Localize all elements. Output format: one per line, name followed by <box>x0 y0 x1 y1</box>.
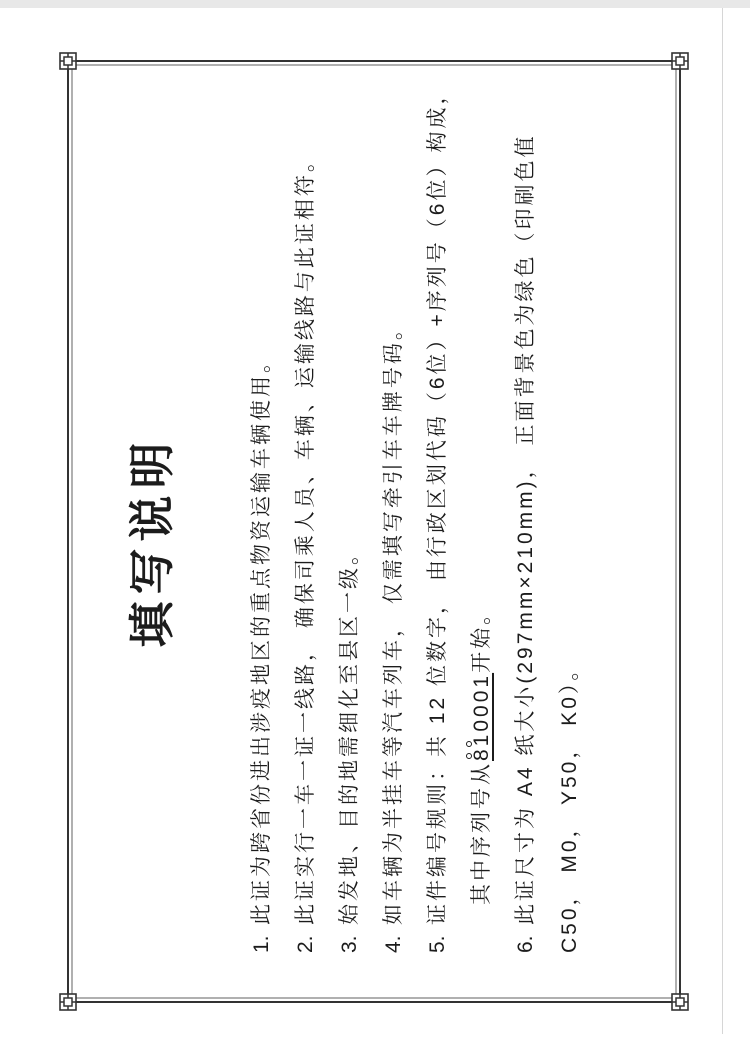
list-item-continuation <box>548 60 592 953</box>
item-number: 3. <box>338 935 361 953</box>
continuation-text: 开始。 <box>470 600 493 673</box>
list-item-continuation <box>460 60 504 953</box>
item-text: 始发地、目的地需细化至县区一级。 <box>338 541 361 925</box>
item-text: 此证尺寸为 A4 纸大小(297mm×210mm)， 正面背景色为绿色（印刷色值 <box>514 133 537 925</box>
serial-start-number: 810001 <box>470 672 493 761</box>
list-item <box>372 60 416 953</box>
item-number: 5. <box>426 935 449 953</box>
emphasis-dot <box>466 741 472 747</box>
item-text: 如车辆为半挂车等汽车列车， 仅需填写牵引车车牌号码。 <box>382 316 405 925</box>
item-text: 此证实行一车一证一线路， 确保司乘人员、车辆、运输线路与此证相符。 <box>294 148 317 925</box>
page-title: 填写说明 <box>125 435 179 648</box>
item-number: 2. <box>294 935 317 953</box>
list-item <box>416 60 460 953</box>
list-item <box>328 60 372 953</box>
rotated-instruction-sheet <box>68 60 680 1000</box>
list-item <box>504 60 548 953</box>
continuation-text: C50， M0， Y50， K0）。 <box>558 656 581 953</box>
continuation-text: 其中序列号从 <box>470 761 493 905</box>
item-text: 此证为跨省份进出涉疫地区的重点物资运输车辆使用。 <box>250 349 273 925</box>
list-item <box>240 60 284 953</box>
list-item <box>284 60 328 953</box>
item-number: 4. <box>382 935 405 953</box>
serial-start-emphasis <box>460 673 504 761</box>
item-number: 1. <box>250 935 273 953</box>
emphasis-dot <box>466 753 472 759</box>
item-number: 6. <box>514 935 537 953</box>
instruction-list <box>240 60 592 953</box>
item-text: 证件编号规则：共 12 位数字， 由行政区划代码（6位）+序列号（6位）构成， <box>426 80 449 925</box>
